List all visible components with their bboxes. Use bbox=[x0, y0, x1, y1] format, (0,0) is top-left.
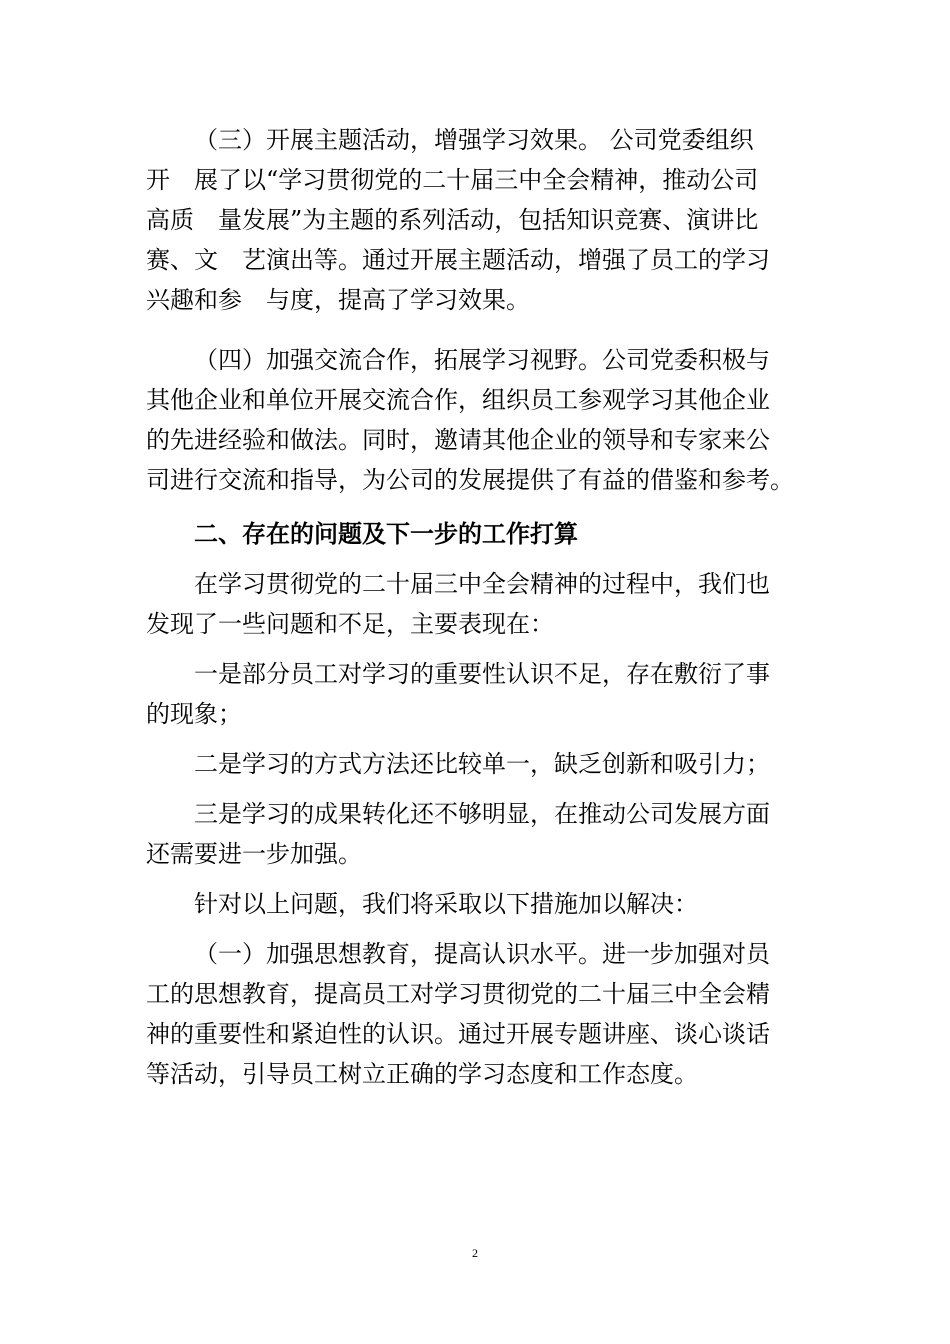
text-line: 还需要进一步加强。 bbox=[146, 840, 362, 868]
text-line: 等活动，引导员工树立正确的学习态度和工作态度。 bbox=[146, 1060, 698, 1088]
paragraph-activities bbox=[146, 120, 826, 320]
paragraph-problem-3 bbox=[146, 794, 826, 874]
text-line: 开 展了以“学习贯彻党的二十届三中全会精神，推动公司 bbox=[146, 166, 759, 194]
text-line: 针对以上问题，我们将采取以下措施加以解决： bbox=[194, 890, 698, 918]
text-line: 兴趣和参 与度，提高了学习效果。 bbox=[146, 286, 530, 314]
text-line: 一是部分员工对学习的重要性认识不足，存在敷衍了事 bbox=[194, 660, 770, 688]
text-line: 的现象； bbox=[146, 700, 242, 728]
text-line: 的先进经验和做法。同时，邀请其他企业的领导和专家来公 bbox=[146, 426, 770, 454]
text-line: （四）加强交流合作，拓展学习视野。公司党委积极与 bbox=[194, 346, 770, 374]
paragraph-measure-1 bbox=[146, 934, 826, 1094]
text-line: 三是学习的成果转化还不够明显，在推动公司发展方面 bbox=[194, 800, 770, 828]
paragraph-problem-1 bbox=[146, 654, 826, 734]
paragraph-problems-intro bbox=[146, 564, 826, 644]
paragraph-problem-2 bbox=[146, 744, 826, 784]
text-line: （一）加强思想教育，提高认识水平。进一步加强对员 bbox=[194, 940, 770, 968]
page-number: 2 bbox=[472, 1246, 478, 1260]
section-heading: 二、存在的问题及下一步的工作打算 bbox=[194, 520, 578, 548]
text-line: 赛、文 艺演出等。通过开展主题活动，增强了员工的学习 bbox=[146, 246, 770, 274]
document-body bbox=[146, 120, 826, 1094]
text-line: 司进行交流和指导，为公司的发展提供了有益的借鉴和参考。 bbox=[146, 466, 794, 494]
paragraph-measures-intro bbox=[146, 884, 826, 924]
text-line: 工的思想教育，提高员工对学习贯彻党的二十届三中全会精 bbox=[146, 980, 770, 1008]
text-line: 神的重要性和紧迫性的认识。通过开展专题讲座、谈心谈话 bbox=[146, 1020, 770, 1048]
paragraph-exchange bbox=[146, 340, 826, 500]
text-line: 发现了一些问题和不足，主要表现在： bbox=[146, 610, 554, 638]
text-line: 在学习贯彻党的二十届三中全会精神的过程中，我们也 bbox=[194, 570, 770, 598]
text-line: （三）开展主题活动，增强学习效果。 公司党委组织 bbox=[194, 126, 754, 154]
text-line: 其他企业和单位开展交流合作，组织员工参观学习其他企业 bbox=[146, 386, 770, 414]
text-line: 二是学习的方式方法还比较单一，缺乏创新和吸引力； bbox=[194, 750, 770, 778]
text-line: 高质 量发展”为主题的系列活动，包括知识竞赛、演讲比 bbox=[146, 206, 759, 234]
